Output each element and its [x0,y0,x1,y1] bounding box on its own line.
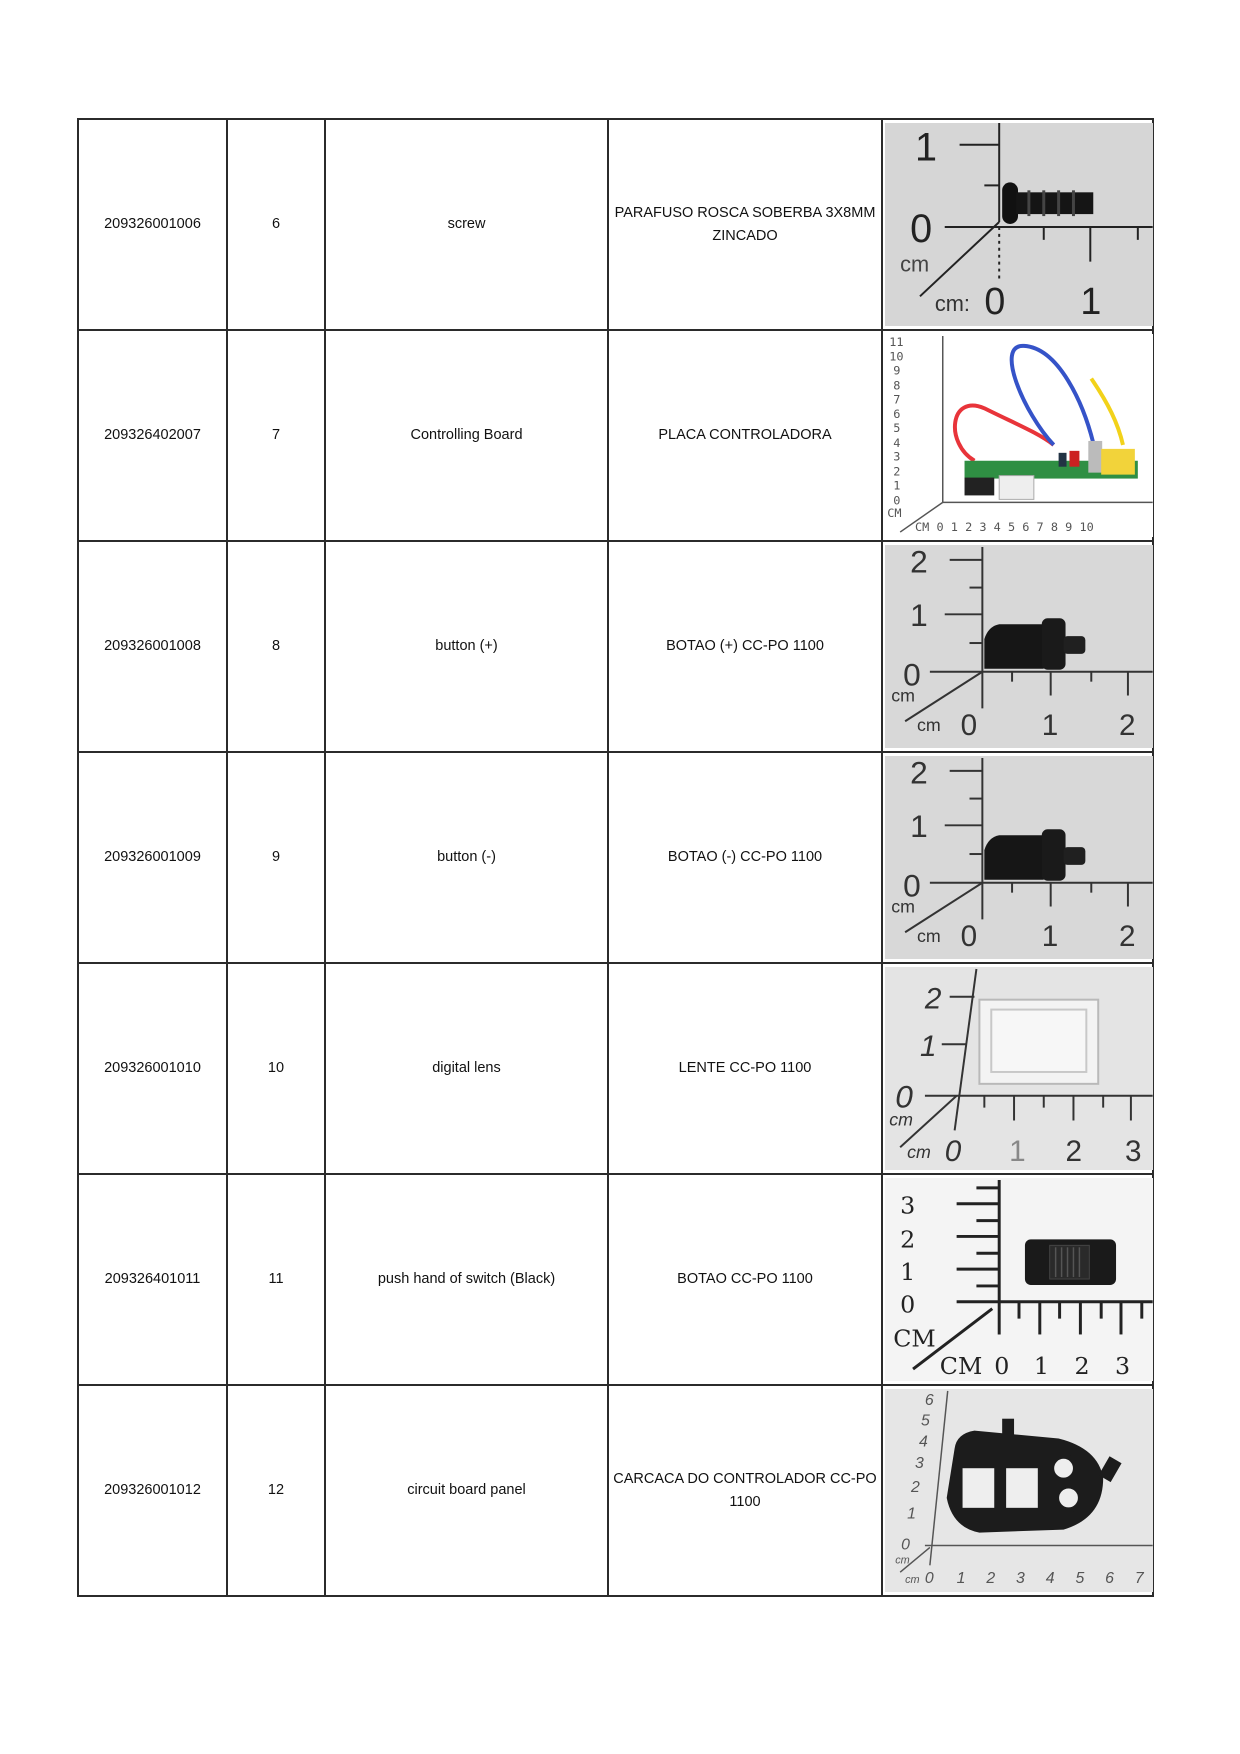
svg-text:3: 3 [1124,1135,1142,1169]
svg-text:0: 0 [960,709,978,743]
svg-text:2: 2 [893,464,901,479]
svg-text:4: 4 [1045,1570,1055,1588]
table-row [78,1174,1153,1385]
part-code: 209326001010 [78,963,227,1174]
description-pt: LENTE CC-PO 1100 [608,963,882,1174]
svg-text:0: 0 [895,1078,913,1115]
description-en: push hand of switch (Black) [325,1174,608,1385]
part-code: 209326402007 [78,330,227,541]
svg-text:2: 2 [1119,709,1136,743]
svg-text:0: 0 [944,1135,962,1169]
description-pt: PLACA CONTROLADORA [608,330,882,541]
svg-text:1: 1 [1041,920,1059,954]
svg-text:cm: cm [905,1574,920,1587]
switch-slider-photo [885,1178,1153,1381]
part-code: 209326001008 [78,541,227,752]
svg-text:5: 5 [893,421,901,436]
svg-text:CM: CM [939,1352,983,1381]
description-en: button (-) [325,752,608,963]
circuit-board-icon [885,334,1153,537]
photo-cell [882,119,1153,330]
svg-text:1: 1 [1080,280,1102,323]
svg-text:6: 6 [1105,1570,1114,1588]
svg-text:1: 1 [910,808,928,845]
svg-text:1: 1 [907,1505,916,1523]
svg-text:0: 0 [900,1290,916,1319]
item-number: 9 [227,752,325,963]
svg-text:0: 0 [984,280,1006,323]
svg-text:2: 2 [910,756,928,791]
svg-text:3: 3 [915,1455,924,1473]
description-pt: BOTAO (+) CC-PO 1100 [608,541,882,752]
svg-text:0: 0 [893,493,901,508]
button-plus-photo [885,545,1153,748]
svg-text:0: 0 [903,656,921,693]
svg-text:5: 5 [1075,1570,1085,1588]
description-en: screw [325,119,608,330]
svg-text:0: 0 [994,1352,1010,1381]
svg-text:cm: cm [917,926,941,947]
switch-slider-icon [885,1178,1153,1381]
table-row [78,119,1153,330]
svg-text:2: 2 [1065,1135,1083,1169]
button-minus-icon [885,756,1153,959]
part-code: 209326001009 [78,752,227,963]
part-code: 209326001006 [78,119,227,330]
svg-text:7: 7 [1134,1570,1144,1588]
housing-icon [885,1389,1153,1592]
table-row [78,330,1153,541]
description-en: button (+) [325,541,608,752]
svg-text:1: 1 [1009,1135,1026,1169]
description-en: digital lens [325,963,608,1174]
svg-text:2: 2 [1119,920,1136,954]
part-code: 209326401011 [78,1174,227,1385]
svg-text:2: 2 [986,1570,996,1588]
description-en: Controlling Board [325,330,608,541]
svg-text:1: 1 [900,1257,916,1286]
svg-text:1: 1 [910,597,928,634]
svg-text:1: 1 [956,1570,966,1588]
svg-text:1: 1 [893,478,901,493]
screw-photo [885,123,1153,326]
svg-text:3: 3 [893,449,901,464]
svg-text:0: 0 [910,206,933,251]
svg-text:3: 3 [1115,1352,1131,1381]
button-minus-photo [885,756,1153,959]
part-code: 209326001012 [78,1385,227,1596]
controller-board-photo [885,334,1153,537]
svg-text:cm: cm [895,1554,910,1567]
photo-cell [882,752,1153,963]
photo-cell [882,963,1153,1174]
table-row [78,1385,1153,1596]
table-row [78,752,1153,963]
svg-text:CM: CM [887,506,902,521]
svg-text:2: 2 [910,545,928,580]
screw-icon [885,123,1153,326]
svg-text:0: 0 [924,1570,934,1588]
svg-text:CM: CM [893,1324,936,1353]
description-en: circuit board panel [325,1385,608,1596]
description-pt: BOTAO (-) CC-PO 1100 [608,752,882,963]
svg-text:3: 3 [900,1191,916,1220]
svg-text:cm: cm [889,1109,914,1130]
svg-text:6: 6 [924,1391,934,1409]
button-plus-icon [885,545,1153,748]
svg-text:1: 1 [1041,709,1059,743]
photo-cell [882,541,1153,752]
lens-icon [885,967,1153,1170]
svg-text:0: 0 [901,1536,910,1554]
item-number: 7 [227,330,325,541]
svg-text:2: 2 [1074,1352,1090,1381]
svg-text:cm: cm [891,896,916,917]
svg-text:cm:: cm: [934,291,970,317]
svg-text:1: 1 [1033,1352,1049,1381]
svg-text:11: 11 [889,334,904,349]
svg-text:9: 9 [893,363,901,378]
svg-text:cm: cm [891,685,916,706]
parts-table [77,118,1154,1597]
svg-text:cm: cm [907,1142,931,1163]
svg-text:CM 0 1 2 3 4 5 6 7 8: CM 0 1 2 3 4 5 6 7 8 9 10 [915,520,1094,535]
svg-text:10: 10 [889,349,904,364]
svg-text:4: 4 [918,1433,928,1451]
item-number: 12 [227,1385,325,1596]
svg-text:2: 2 [911,1478,920,1496]
item-number: 11 [227,1174,325,1385]
item-number: 10 [227,963,325,1174]
svg-text:cm: cm [900,251,930,277]
description-pt: BOTAO CC-PO 1100 [608,1174,882,1385]
item-number: 6 [227,119,325,330]
svg-text:4: 4 [893,435,901,450]
description-pt: CARCACA DO CONTROLADOR CC-PO 1100 [608,1385,882,1596]
table-row [78,541,1153,752]
photo-cell [882,1174,1153,1385]
lens-photo [885,967,1153,1170]
item-number: 8 [227,541,325,752]
svg-text:0: 0 [903,867,921,904]
svg-text:2: 2 [924,982,942,1016]
svg-text:1: 1 [919,1030,937,1064]
svg-text:7: 7 [893,392,901,407]
svg-text:5: 5 [920,1412,930,1430]
svg-text:0: 0 [960,920,978,954]
controller-housing-photo [885,1389,1153,1592]
description-pt: PARAFUSO ROSCA SOBERBA 3X8MM ZINCADO [608,119,882,330]
svg-text:1: 1 [915,125,938,170]
svg-text:cm: cm [917,715,941,736]
svg-text:8: 8 [893,378,901,393]
svg-text:2: 2 [900,1225,916,1254]
svg-text:6: 6 [893,407,901,422]
svg-text:3: 3 [1016,1570,1025,1588]
table-row [78,963,1153,1174]
photo-cell [882,330,1153,541]
photo-cell [882,1385,1153,1596]
